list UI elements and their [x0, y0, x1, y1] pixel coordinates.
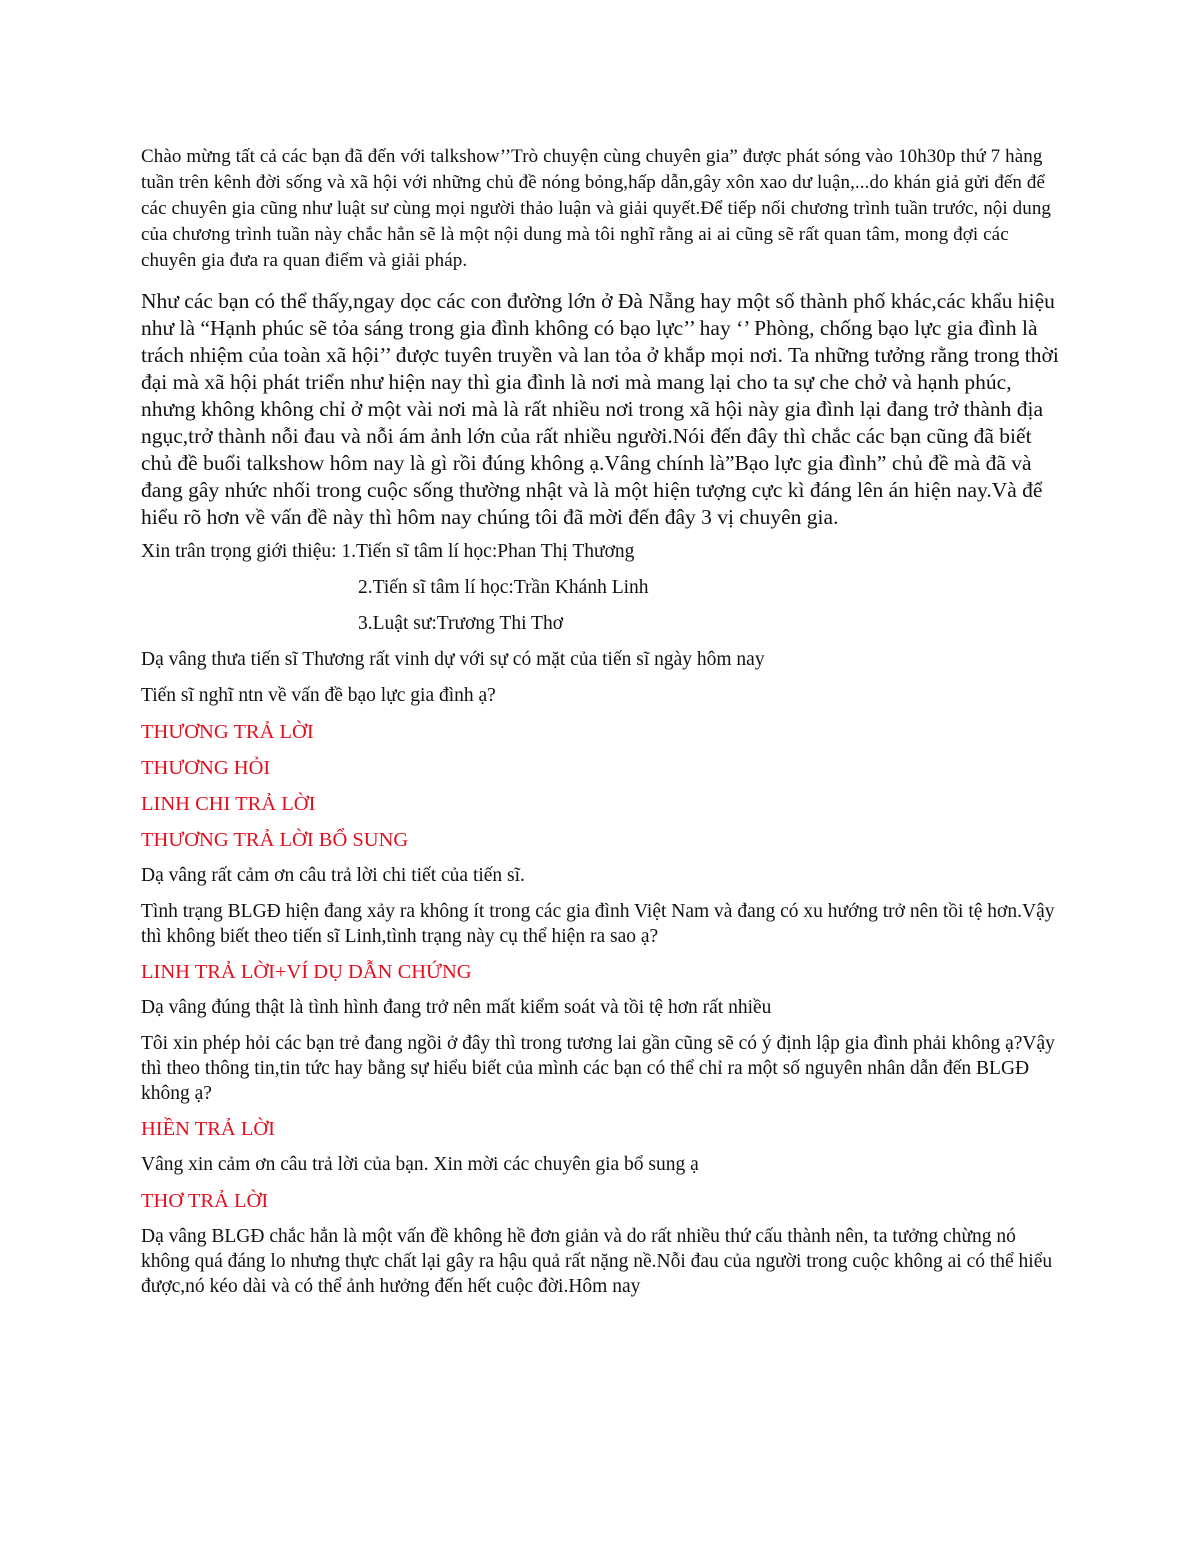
- question-paragraph-2: Tình trạng BLGĐ hiện đang xảy ra không ít trong các gia đình Việt Nam và đang có xu hướng trở nên tồi tệ hơn.Vậy thì không biết theo tiến sĩ Linh,tình trạng này cụ thể hiện ra sao ạ?: [141, 901, 1055, 947]
- speaker-cue-2: THƯƠNG HỎI: [141, 757, 271, 779]
- thanks-line-1: Dạ vâng rất cảm ơn câu trả lời chi tiết của tiến sĩ.: [141, 865, 525, 886]
- guest-item-2: 2.Tiến sĩ tâm lí học:Trần Khánh Linh: [358, 577, 649, 598]
- speaker-cue-5: LINH TRẢ LỜI+VÍ DỤ DẪN CHỨNG: [141, 961, 472, 983]
- closing-paragraph: Dạ vâng BLGĐ chắc hẳn là một vấn đề không hề đơn giản và do rất nhiều thứ cấu thành nên, ta tưởng chừng nó không quá đáng lo nhưng thực chất lại gây ra hậu quả rất nặng nề.Nỗi đau của người trong cuộc không ai có thể hiểu được,nó kéo dài và có thể ảnh hưởng đến hết cuộc đời.Hôm nay: [141, 1226, 1053, 1297]
- speaker-cue-3: LINH CHI TRẢ LỜI: [141, 793, 316, 815]
- context-paragraph: Như các bạn có thể thấy,ngay dọc các con đường lớn ở Đà Nẵng hay một số thành phố khác,các khẩu hiệu như là “Hạnh phúc sẽ tỏa sáng trong gia đình không có bạo lực’’ hay ‘’ Phòng, chống bạo lực gia đình là trách nhiệm của toàn xã hội’’ được tuyên truyền và lan tỏa ở khắp mọi nơi. Ta những tưởng rằng trong thời đại mà xã hội phát triển như hiện nay thì gia đình là nơi mà mang lại cho ta sự che chở và hạnh phúc, nhưng không không chỉ ở một vài nơi mà là rất nhiều nơi trong xã hội này gia đình lại đang trở thành địa ngục,trở thành nỗi đau và nỗi ám ảnh lớn của rất nhiều người.Nói đến đây thì chắc các bạn cũng đã biết chủ đề buổi talkshow hôm nay là gì rồi đúng không ạ.Vâng chính là”Bạo lực gia đình” chủ đề mà đã và đang gây nhức nhối trong cuộc sống thường nhật và là một hiện tượng cực kì đáng lên án hiện nay.Và để hiểu rõ hơn về vấn đề này thì hôm nay chúng tôi đã mời đến đây 3 vị chuyên gia.: [141, 289, 1059, 529]
- welcome-line: Dạ vâng thưa tiến sĩ Thương rất vinh dự với sự có mặt của tiến sĩ ngày hôm nay: [141, 649, 765, 670]
- intro-paragraph: Chào mừng tất cả các bạn đã đến với talkshow’’Trò chuyện cùng chuyên gia” được phát sóng vào 10h30p thứ 7 hàng tuần trên kênh đời sống và xã hội với những chủ đề nóng bỏng,hấp dẫn,gây xôn xao dư luận,...do khán giả gửi đến để các chuyên gia cũng như luật sư cùng mọi người thảo luận và giải quyết.Để tiếp nối chương trình tuần trước, nội dung của chương trình tuần này chắc hẳn sẽ là một nội dung mà tôi nghĩ rằng ai ai cũng sẽ rất quan tâm, mong đợi các chuyên gia đưa ra quan điểm và giải pháp.: [141, 146, 1052, 271]
- speaker-cue-4: THƯƠNG TRẢ LỜI BỔ SUNG: [141, 829, 409, 851]
- guest-introduction: Xin trân trọng giới thiệu: 1.Tiến sĩ tâm lí học:Phan Thị Thương: [141, 541, 635, 562]
- question-line-1: Tiến sĩ nghĩ ntn về vấn đề bạo lực gia đình ạ?: [141, 685, 496, 706]
- guest-item-3: 3.Luật sư:Trương Thi Thơ: [358, 613, 564, 634]
- speaker-cue-6: HIỀN TRẢ LỜI: [141, 1118, 275, 1140]
- thanks-line-2: Vâng xin cảm ơn câu trả lời của bạn. Xin mời các chuyên gia bổ sung ạ: [141, 1154, 699, 1175]
- agree-line: Dạ vâng đúng thật là tình hình đang trở nên mất kiểm soát và tồi tệ hơn rất nhiều: [141, 997, 772, 1018]
- speaker-cue-1: THƯƠNG TRẢ LỜI: [141, 721, 314, 743]
- question-paragraph-3: Tôi xin phép hỏi các bạn trẻ đang ngồi ở đây thì trong tương lai gần cũng sẽ có ý định lập gia đình phải không ạ?Vậy thì theo thông tin,tin tức hay bằng sự hiểu biết của mình các bạn có thể chỉ ra một số nguyên nhân dẫn đến BLGĐ không ạ?: [141, 1033, 1055, 1104]
- document-body: [141, 144, 1059, 1309]
- speaker-cue-7: THƠ TRẢ LỜI: [141, 1190, 269, 1212]
